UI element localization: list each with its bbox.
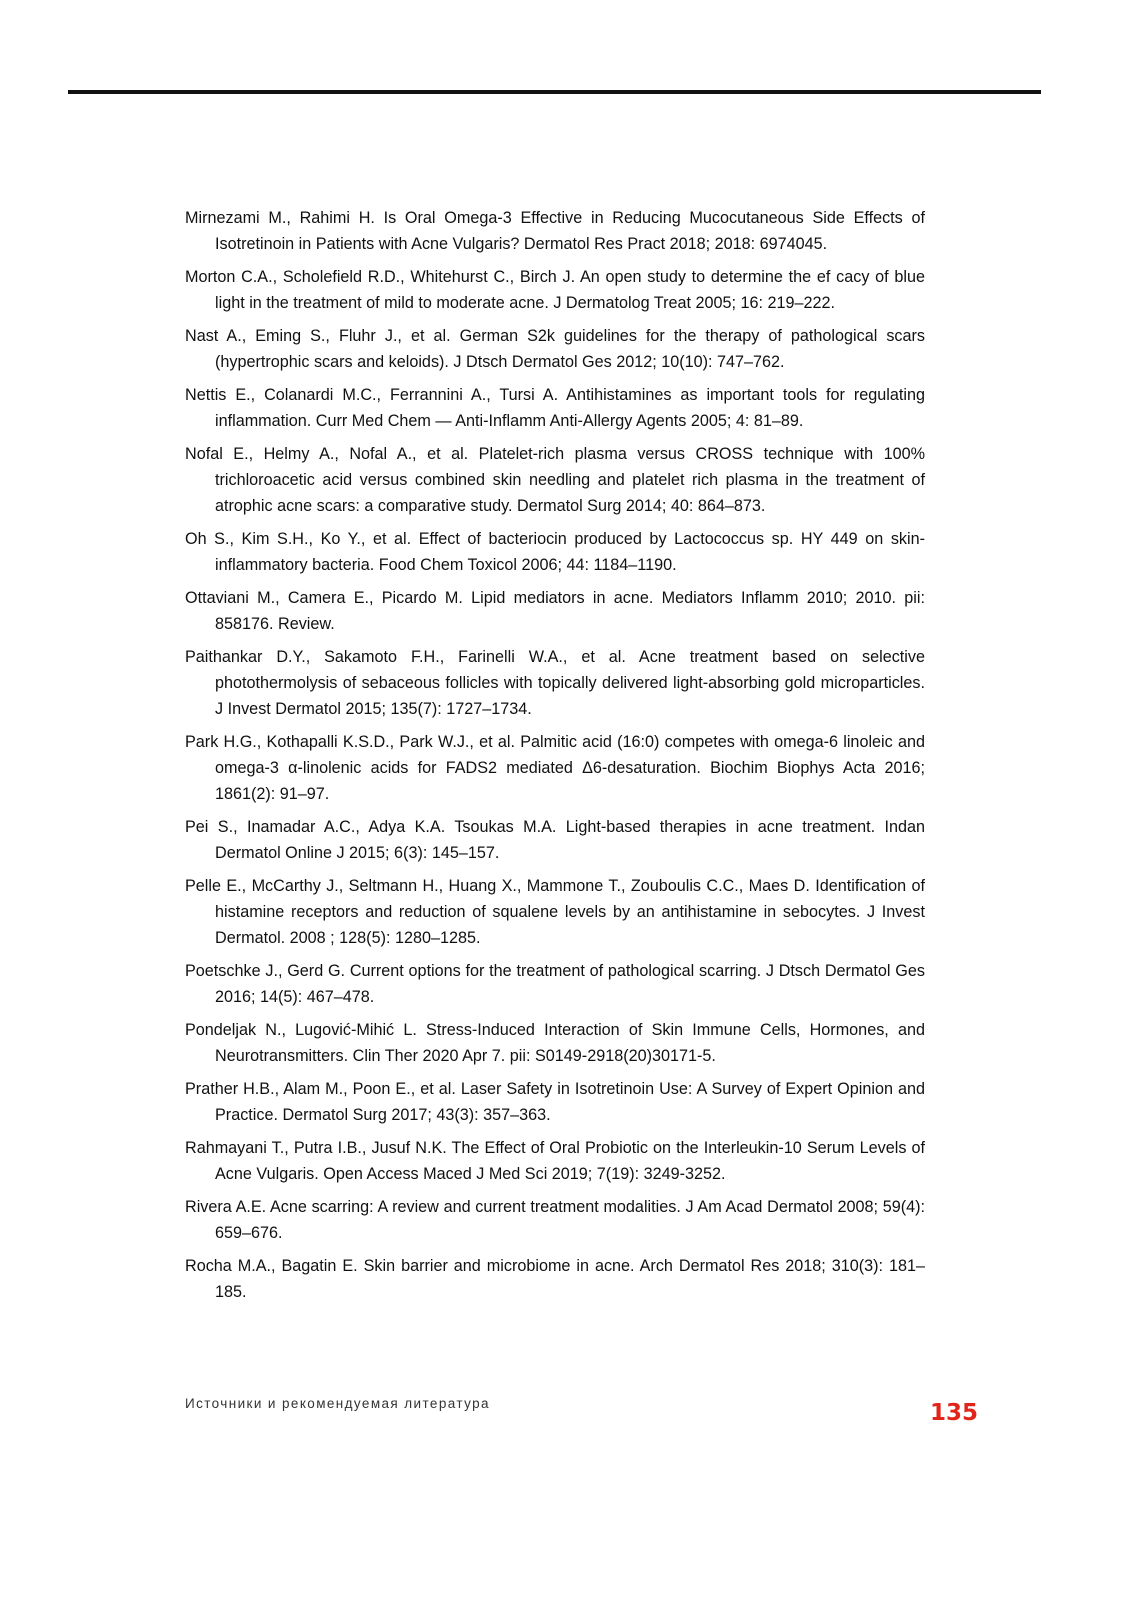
reference-item: Pondeljak N., Lugović-Mihić L. Stress-Induced Interaction of Skin Immune Cells, Hormones, and Neurotransmitters. Clin Ther 2020 Apr 7. pii: S0149-2918(20)30171-5.	[185, 1021, 925, 1065]
reference-item: Pelle E., McCarthy J., Seltmann H., Huang X., Mammone T., Zouboulis C.C., Maes D. Identification of histamine receptors and reduction of squalene levels by an antihistamine in sebocytes. J Invest Dermatol. 2008 ; 128(5): 1280–1285.	[185, 877, 925, 947]
reference-item: Nofal E., Helmy A., Nofal A., et al. Platelet-rich plasma versus CROSS technique with 100% trichloroacetic acid versus combined skin needling and platelet rich plasma in the treatment of atrophic acne scars: a comparative study. Dermatol Surg 2014; 40: 864–873.	[185, 445, 925, 515]
reference-item: Ottaviani M., Camera E., Picardo M. Lipid mediators in acne. Mediators Inflamm 2010; 2010. pii: 858176. Review.	[185, 589, 925, 633]
reference-item: Prather H.B., Alam M., Poon E., et al. Laser Safety in Isotretinoin Use: A Survey of Expert Opinion and Practice. Dermatol Surg 2017; 43(3): 357–363.	[185, 1080, 925, 1124]
reference-item: Rocha M.A., Bagatin E. Skin barrier and microbiome in acne. Arch Dermatol Res 2018; 310(3): 181–185.	[185, 1257, 925, 1301]
reference-item: Rivera A.E. Acne scarring: A review and current treatment modalities. J Am Acad Dermatol 2008; 59(4): 659–676.	[185, 1198, 925, 1242]
reference-list	[185, 205, 925, 1312]
reference-item: Nettis E., Colanardi M.C., Ferrannini A., Tursi A. Antihistamines as important tools for regulating inflammation. Curr Med Chem — Anti-Inflamm Anti-Allergy Agents 2005; 4: 81–89.	[185, 386, 925, 430]
reference-item: Rahmayani T., Putra I.B., Jusuf N.K. The Effect of Oral Probiotic on the Interleukin-10 Serum Levels of Acne Vulgaris. Open Access Maced J Med Sci 2019; 7(19): 3249-3252.	[185, 1139, 925, 1183]
reference-item: Oh S., Kim S.H., Ko Y., et al. Effect of bacteriocin produced by Lactococcus sp. HY 449 on skin-inflammatory bacteria. Food Chem Toxicol 2006; 44: 1184–1190.	[185, 530, 925, 574]
reference-item: Paithankar D.Y., Sakamoto F.H., Farinelli W.A., et al. Acne treatment based on selective photothermolysis of sebaceous follicles with topically delivered light-absorbing gold microparticles. J Invest Dermatol 2015; 135(7): 1727–1734.	[185, 648, 925, 718]
reference-item: Park H.G., Kothapalli K.S.D., Park W.J., et al. Palmitic acid (16:0) competes with omega-6 linoleic and omega-3 α-linolenic acids for FADS2 mediated Δ6-desaturation. Biochim Biophys Acta 2016; 1861(2): 91–97.	[185, 733, 925, 803]
footer-section-title: Источники и рекомендуемая литература	[185, 1396, 490, 1411]
reference-item: Pei S., Inamadar A.C., Adya K.A. Tsoukas M.A. Light-based therapies in acne treatment. Indan Dermatol Online J 2015; 6(3): 145–157.	[185, 818, 925, 862]
reference-item: Morton C.A., Scholefield R.D., Whitehurst C., Birch J. An open study to determine the ef cacy of blue light in the treatment of mild to moderate acne. J Dermatolog Treat 2005; 16: 219–222.	[185, 268, 925, 312]
reference-item: Mirnezami M., Rahimi H. Is Oral Omega-3 Effective in Reducing Mucocutaneous Side Effects of Isotretinoin in Patients with Acne Vulgaris? Dermatol Res Pract 2018; 2018: 6974045.	[185, 209, 925, 253]
page-number: 135	[929, 1400, 978, 1426]
reference-item: Poetschke J., Gerd G. Current options for the treatment of pathological scarring. J Dtsch Dermatol Ges 2016; 14(5): 467–478.	[185, 962, 925, 1006]
reference-item: Nast A., Eming S., Fluhr J., et al. German S2k guidelines for the therapy of pathological scars (hypertrophic scars and keloids). J Dtsch Dermatol Ges 2012; 10(10): 747–762.	[185, 327, 925, 371]
top-rule	[68, 90, 1041, 94]
